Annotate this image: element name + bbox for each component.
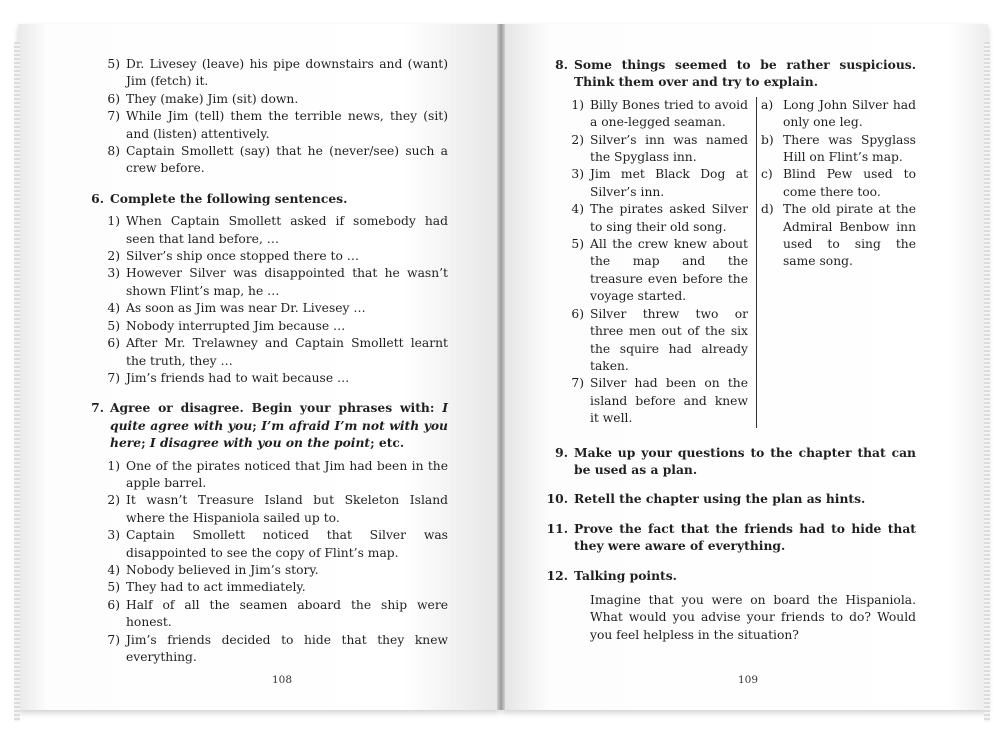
task-8-heading: 8. Some things seemed to be rather suspicious. Think them over and try to explain.: [555, 57, 916, 90]
task-8-matching-table: [546, 97, 916, 428]
list-item: 6) Silver threw two or three men out of the six the squire had already taken.: [571, 306, 748, 373]
list-item: 5) All the crew knew about the map and the treasure even before the voyage started.: [571, 237, 748, 304]
list-item: 5) Nobody interrupted Jim because …: [107, 318, 346, 333]
page-number-right: 109: [738, 674, 759, 686]
task-7-heading: 7. Agree or disagree. Begin your phrases with: I quite agree with you; I’m afraid I’m not with you here; I disagree with you on the point; etc.: [91, 400, 448, 451]
list-item: b) There was Spyglass Hill on Flint’s map.: [761, 132, 916, 165]
list-item: 7) Silver had been on the island before and knew it well.: [571, 376, 748, 426]
list-item: 8) Captain Smollett (say) that he (never/see) such a crew before.: [107, 144, 448, 176]
continued-list: [82, 56, 448, 178]
list-item: 1) Billy Bones tried to avoid a one-legged seaman.: [571, 97, 748, 130]
list-item: 3) Captain Smollett noticed that Silver was disappointed to see the copy of Flint’s map.: [107, 528, 448, 560]
task-9-heading: 9. Make up your questions to the chapter that can be used as a plan.: [555, 444, 916, 477]
task-12-heading: 12. Talking points.: [546, 567, 677, 583]
list-item: 3) However Silver was disappointed that he wasn’t shown Flint’s map, he …: [107, 266, 448, 298]
task-10-heading: 10. Retell the chapter using the plan as hints.: [546, 491, 866, 507]
list-item: 4) Nobody believed in Jim’s story.: [107, 562, 319, 577]
list-item: 7) Jim’s friends had to wait because …: [107, 370, 350, 385]
task-8-facts-column: [546, 97, 757, 428]
list-item: 1) One of the pirates noticed that Jim had been in the apple barrel.: [107, 458, 448, 490]
list-item: 1) When Captain Smollett asked if somebody had seen that land before, …: [107, 214, 448, 246]
list-item: 3) Jim met Black Dog at Silver’s inn.: [571, 167, 748, 199]
list-item: c) Blind Pew used to come there too.: [761, 167, 916, 199]
right-page-edge: [984, 42, 990, 722]
book-spine: [497, 24, 505, 710]
page-number-left: 108: [272, 674, 293, 686]
list-item: 2) Silver’s ship once stopped there to …: [107, 249, 360, 264]
task-7-list: [82, 458, 448, 667]
list-item: 2) Silver’s inn was named the Spyglass inn.: [571, 132, 748, 165]
task-12-text: Imagine that you were on board the Hispaniola. What would you advise your friends to do? Would you feel helpless in the situation?: [590, 592, 916, 642]
list-item: 5) They had to act immediately.: [107, 580, 306, 595]
list-item: 4) As soon as Jim was near Dr. Livesey …: [107, 301, 366, 316]
task-11-heading: 11. Prove the fact that the friends had to hide that they were aware of everything.: [546, 520, 916, 554]
task-6-heading: 6. Complete the following sentences.: [91, 190, 348, 206]
right-page-content: [546, 56, 916, 644]
list-item: 5) Dr. Livesey (leave) his pipe downstairs and (want) Jim (fetch) it.: [107, 57, 448, 89]
list-item: a) Long John Silver had only one leg.: [761, 97, 916, 130]
list-item: d) The old pirate at the Admiral Benbow inn used to sing the same song.: [761, 202, 916, 269]
list-item: 6) Half of all the seamen aboard the ship were honest.: [107, 597, 448, 630]
list-item: 7) While Jim (tell) them the terrible news, they (sit) and (listen) attentively.: [107, 109, 448, 141]
list-item: 2) It wasn’t Treasure Island but Skeleton Island where the Hispaniola sailed up to.: [107, 493, 448, 525]
task-8-explanations-column: [757, 97, 916, 428]
list-item: 6) After Mr. Trelawney and Captain Smollett learnt the truth, they …: [107, 336, 448, 368]
task-6-list: [82, 213, 448, 387]
open-book: [18, 10, 990, 715]
left-page-content: [82, 56, 448, 666]
list-item: 6) They (make) Jim (sit) down.: [107, 91, 299, 106]
list-item: 4) The pirates asked Silver to sing their old song.: [571, 202, 748, 234]
list-item: 7) Jim’s friends decided to hide that they knew everything.: [107, 632, 448, 664]
left-page-edge: [14, 42, 20, 722]
